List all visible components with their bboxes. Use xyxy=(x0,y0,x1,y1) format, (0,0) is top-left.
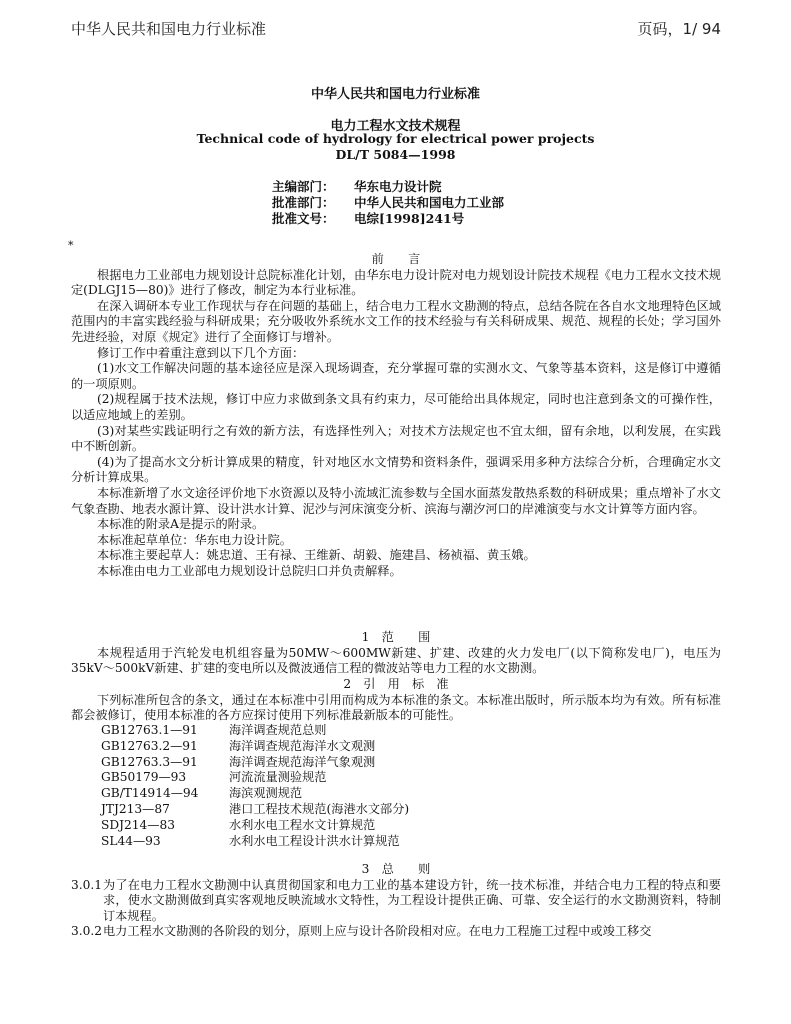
reference-code: JTJ213—87 xyxy=(101,801,170,816)
reference-list xyxy=(101,723,409,849)
meta-key: 批准文号： xyxy=(272,211,335,226)
foreword-paragraph: 本标准由电力工业部电力规划设计总院归口并负责解释。 xyxy=(97,563,402,578)
meta-approval-number xyxy=(272,209,464,227)
reference-code: SL44—93 xyxy=(101,833,161,848)
reference-row xyxy=(101,755,409,771)
asterisk-marker: * xyxy=(68,239,74,252)
document-title-cn: 电力工程水文技术规程 xyxy=(330,119,461,134)
reference-row xyxy=(101,818,409,834)
clause-number: 3.0.2 xyxy=(71,924,103,939)
clause-number: 3.0.1 xyxy=(71,877,103,892)
meta-key: 批准部门： xyxy=(272,195,335,210)
reference-code: SDJ214—83 xyxy=(101,817,175,832)
document-title-en: Technical code of hydrology for electrical power projects xyxy=(196,131,595,146)
foreword-heading: 前 言 xyxy=(371,252,421,266)
reference-code: GB/T14914—94 xyxy=(101,786,199,801)
foreword-paragraph: 本标准新增了水文途径评价地下水资源以及特小流域汇流参数与全国水面蒸发散热系数的科研成果；重点增补了水文气象查勘、地表水源计算、设计洪水计算、泥沙与河床演变分析、滨海与潮汐河口的岸滩演变与水文计算等方面内容。 xyxy=(71,485,721,516)
reference-row xyxy=(101,834,409,850)
foreword-paragraph: (3)对某些实践证明行之有效的新方法，有选择性列入；对技术方法规定也不宜太细，留有余地，以利发展，在实践中不断创新。 xyxy=(71,423,721,454)
meta-value: 华东电力设计院 xyxy=(354,179,442,194)
meta-value: 中华人民共和国电力工业部 xyxy=(354,195,505,210)
reference-name: 水利水电工程设计洪水计算规范 xyxy=(229,833,400,848)
foreword-paragraph: 根据电力工业部电力规划设计总院标准化计划，由华东电力设计院对电力规划设计院技术规程《电力工程水文技术规定(DLGJ15—80)》进行了修改，制定为本行业标准。 xyxy=(71,267,721,298)
standard-type: 中华人民共和国电力行业标准 xyxy=(310,87,480,102)
page-number: 页码，1/ 94 xyxy=(637,20,721,38)
document-code: DL/T 5084—1998 xyxy=(335,147,456,162)
reference-name: 河流流量测验规范 xyxy=(229,770,327,785)
clause-text: 电力工程水文勘测的各阶段的划分，原则上应与设计各阶段相对应。在电力工程施工过程中或竣工移交 xyxy=(103,924,652,939)
reference-code: GB12763.2—91 xyxy=(101,738,198,753)
reference-row xyxy=(101,739,409,755)
foreword-paragraph: (2)规程属于技术法规，修订中应力求做到条文具有约束力，尽可能给出具体规定，同时也注意到条文的可操作性，以适应地域上的差别。 xyxy=(71,392,721,422)
foreword-section xyxy=(71,252,721,579)
meta-key: 主编部门： xyxy=(272,179,335,194)
reference-name: 海洋调查规范海洋气象观测 xyxy=(229,754,376,769)
section-heading: 1 范 围 xyxy=(361,630,431,644)
clause-text: 为了在电力工程水文勘测中认真贯彻国家和电力工业的基本建设方针，统一技术标准，并结合电力工程的特点和要求，使水文勘测做到真实客观地反映流域水文特性，为工程设计提供正确、可靠、安全运行的水文勘测资料，特制订本规程。 xyxy=(103,877,721,923)
section-scope xyxy=(71,630,721,677)
header-standard-name: 中华人民共和国电力行业标准 xyxy=(71,20,267,38)
reference-name: 海洋调查规范海洋水文观测 xyxy=(229,738,376,753)
section-references xyxy=(71,677,721,724)
foreword-paragraph: 修订工作中着重注意到以下几个方面： xyxy=(97,345,305,360)
foreword-paragraph: 本标准起草单位：华东电力设计院。 xyxy=(97,532,292,547)
reference-name: 港口工程技术规范(海港水文部分) xyxy=(229,801,410,816)
reference-row xyxy=(101,802,409,818)
foreword-paragraph: 在深入调研本专业工作现状与存在问题的基础上，结合电力工程水文勘测的特点，总结各院在各自水文地理特色区域范围内的丰富实践经验与科研成果；充分吸收外系统水文工作的技术经验与有关科研成果、规范、规程的长处；学习国外先进经验，对原《规定》进行了全面修订与增补。 xyxy=(71,298,721,344)
clause xyxy=(71,924,721,940)
foreword-paragraph: 本标准主要起草人：姚忠道、王有禄、王维新、胡毅、施建昌、杨祯福、黄玉娥。 xyxy=(97,548,536,563)
clause xyxy=(71,878,721,925)
reference-row xyxy=(101,723,409,739)
foreword-paragraph: (1)水文工作解决问题的基本途径应是深入现场调查，充分掌握可靠的实测水文、气象等基本资料，这是修订中遵循的一项原则。 xyxy=(71,361,721,391)
foreword-paragraph: 本标准的附录A是提示的附录。 xyxy=(97,517,265,532)
reference-row xyxy=(101,786,409,802)
section-heading: 3 总 则 xyxy=(361,862,431,876)
section-paragraph: 下列标准所包含的条文，通过在本标准中引用而构成为本标准的条文。本标准出版时，所示版本均为有效。所有标准都会被修订，使用本标准的各方应探讨使用下列标准最新版本的可能性。 xyxy=(71,692,721,723)
reference-name: 海洋调查规范总则 xyxy=(229,723,327,737)
reference-code: GB12763.1—91 xyxy=(101,723,198,737)
section-paragraph: 本规程适用于汽轮发电机组容量为50MW～600MW新建、扩建、改建的火力发电厂(以下简称发电厂)，电压为35kV～500kV新建、扩建的变电所以及微波通信工程的微波站等电力工程的水文勘测。 xyxy=(71,645,721,676)
reference-name: 水利水电工程水文计算规范 xyxy=(229,817,376,832)
reference-name: 海滨观测规范 xyxy=(229,786,303,801)
foreword-paragraph: (4)为了提高水文分析计算成果的精度，针对地区水文情势和资料条件，强调采用多种方法综合分析，合理确定水文分析计算成果。 xyxy=(71,454,721,485)
section-heading: 2 引 用 标 准 xyxy=(343,677,449,691)
reference-code: GB12763.3—91 xyxy=(101,754,198,769)
reference-row xyxy=(101,770,409,786)
reference-code: GB50179—93 xyxy=(101,770,187,785)
meta-value: 电综[1998]241号 xyxy=(354,211,465,226)
section-general xyxy=(71,862,721,940)
